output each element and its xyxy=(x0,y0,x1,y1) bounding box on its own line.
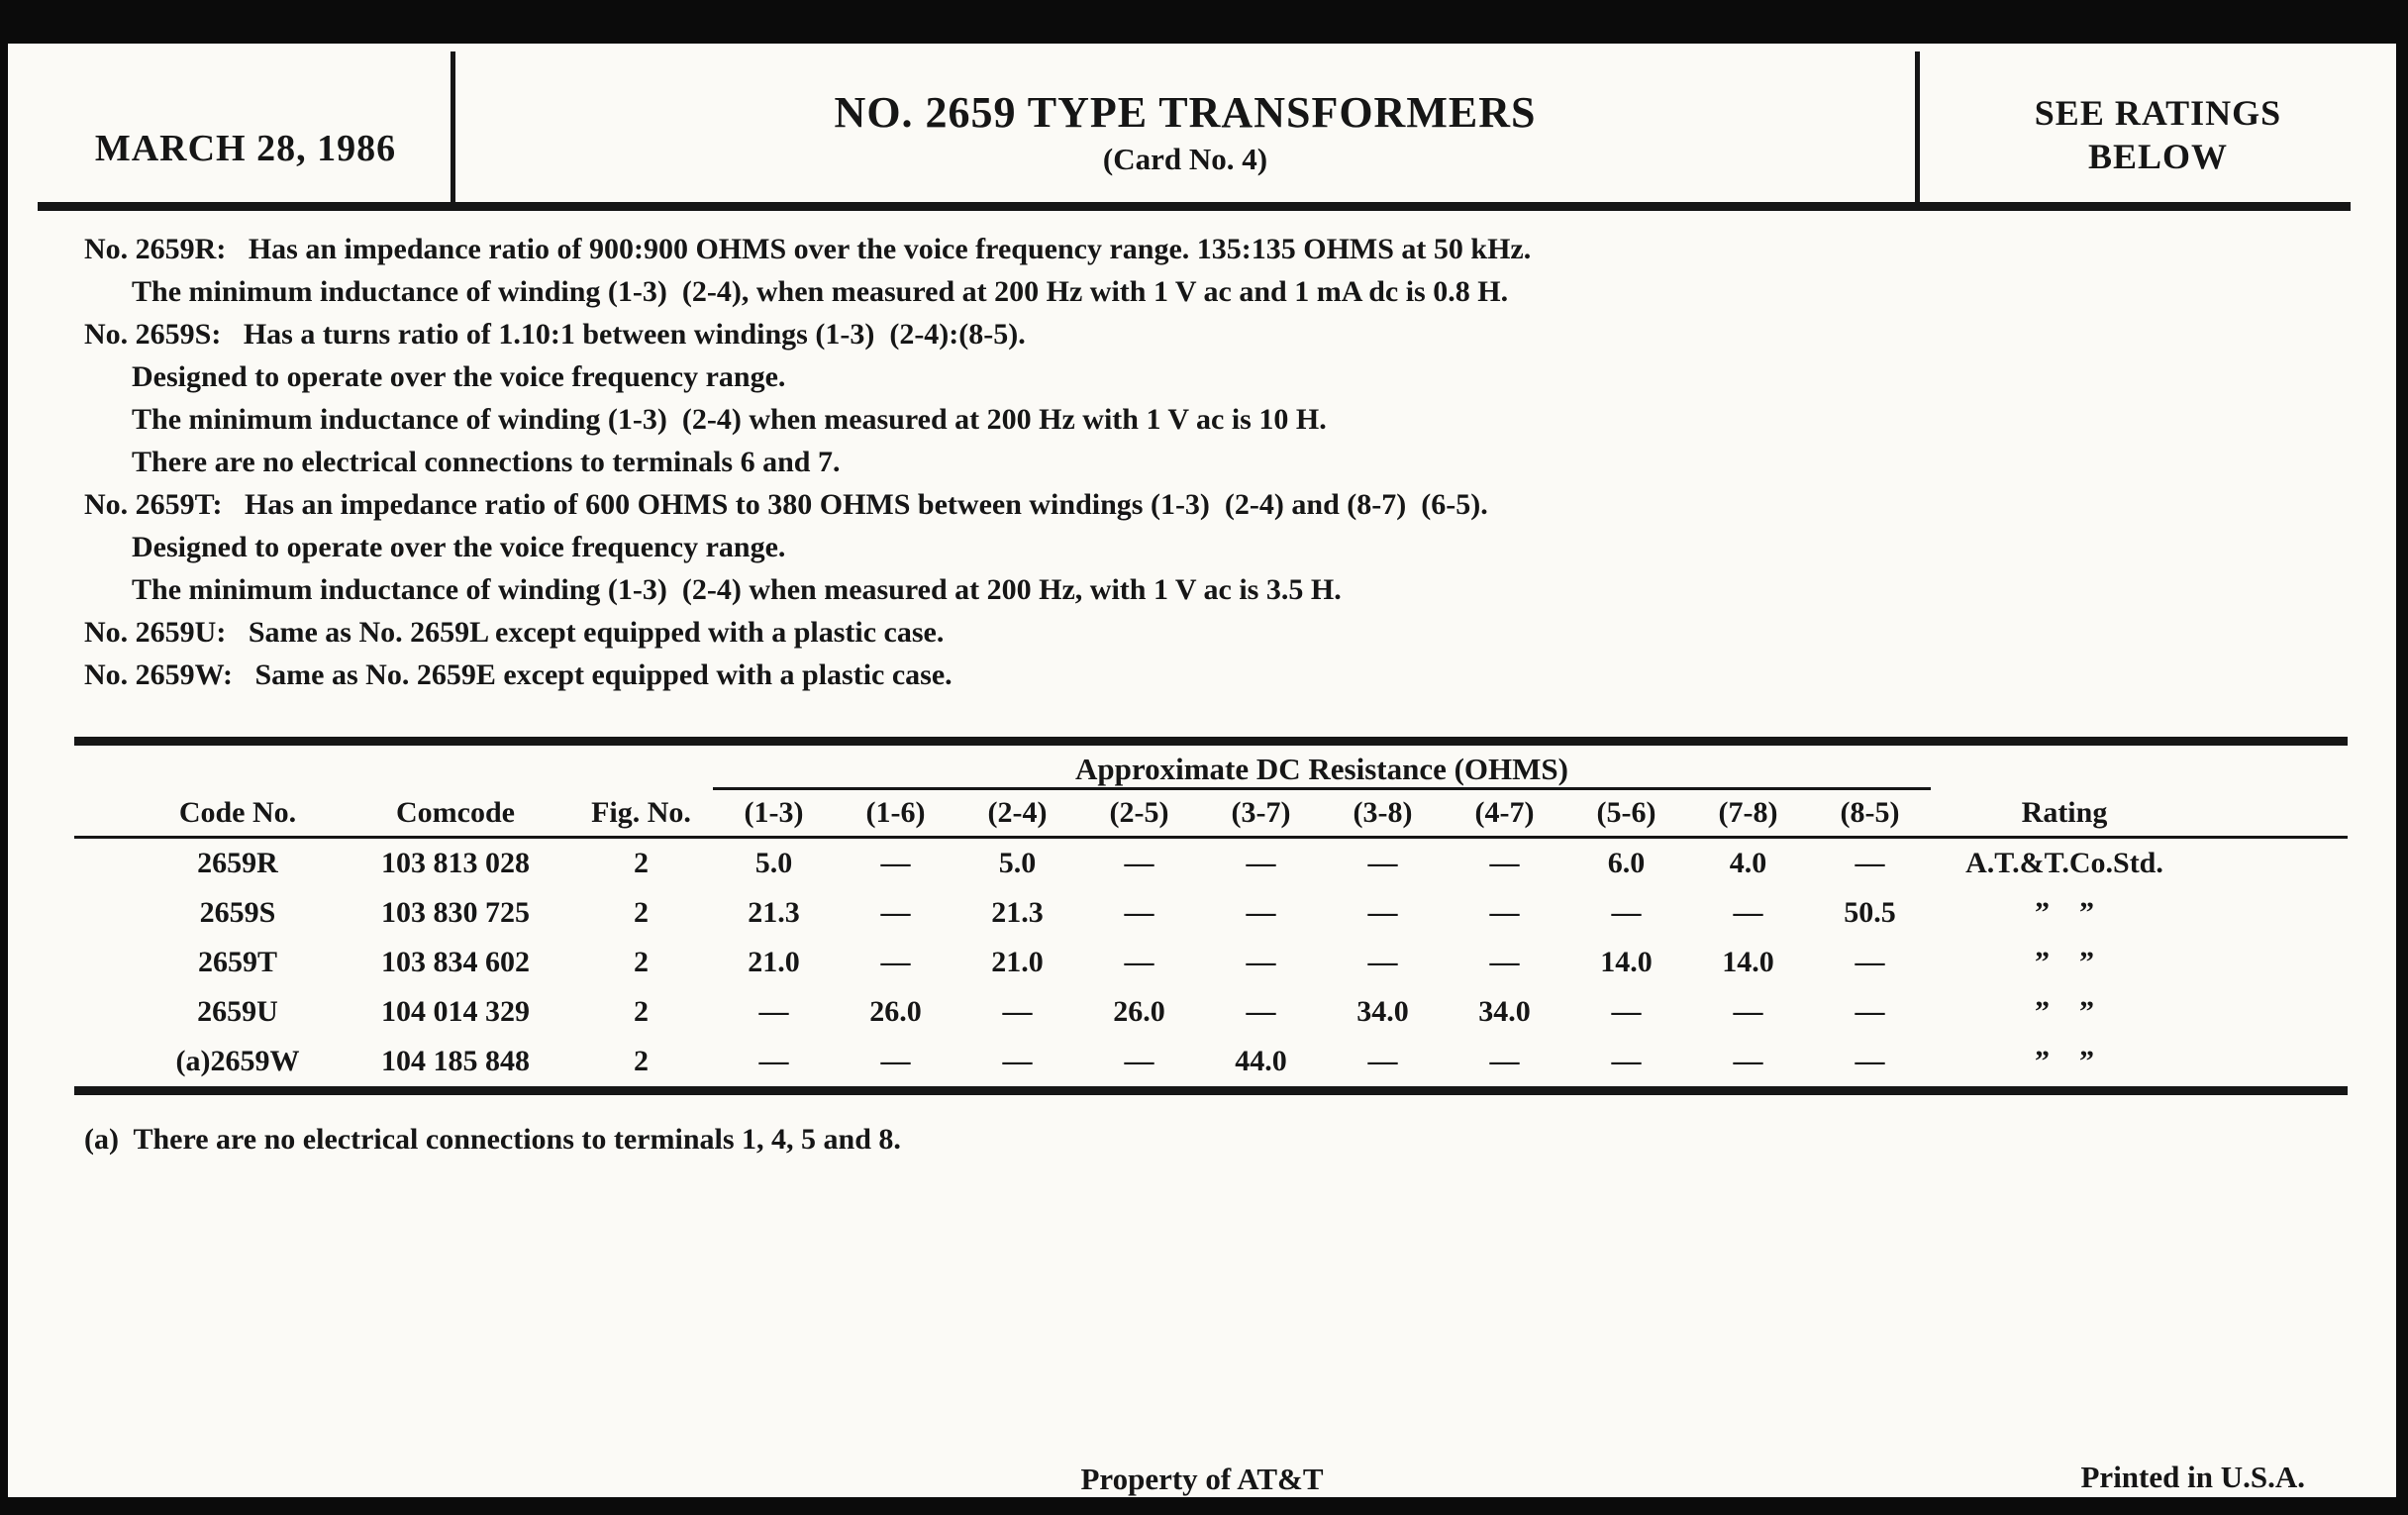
cell-value: — xyxy=(1733,896,1763,929)
cell-value: — xyxy=(758,1045,789,1077)
spec-line-2659r: No. 2659R: Has an impedance ratio of 900:900 OHMS over the voice frequency range. 135:135 OHMS at 50 kHz. xyxy=(84,233,1532,265)
cell-value: — xyxy=(1855,847,1885,879)
cell-value: — xyxy=(880,847,911,879)
cell-value: — xyxy=(1367,1045,1398,1077)
cell-rating: ” ” xyxy=(2035,1045,2094,1077)
cell-value: 5.0 xyxy=(998,847,1037,879)
spec-line: Designed to operate over the voice frequency range. xyxy=(132,360,786,393)
cell-value: — xyxy=(1124,896,1154,929)
spec-line: The minimum inductance of winding (1-3) (2-4) when measured at 200 Hz with 1 V ac is 10 H. xyxy=(132,403,1327,436)
cell-value: — xyxy=(1002,1045,1033,1077)
spec-line: Designed to operate over the voice frequency range. xyxy=(132,531,786,563)
cell-value: — xyxy=(1855,995,1885,1028)
column-header-1-6: (1-6) xyxy=(865,796,926,829)
cell-value: — xyxy=(1855,1045,1885,1077)
table-span-row xyxy=(74,746,2348,787)
cell-value: — xyxy=(1124,847,1154,879)
cell-rating: ” ” xyxy=(2035,995,2094,1028)
cell-value: — xyxy=(1002,995,1033,1028)
footer-printed-notice: Printed in U.S.A. xyxy=(2080,1460,2305,1494)
cell-value: — xyxy=(1611,1045,1642,1077)
column-header-rating: Rating xyxy=(2021,796,2108,829)
column-header-fig: Fig. No. xyxy=(591,796,691,829)
table-top-rule xyxy=(74,737,2348,746)
cell-value: — xyxy=(1367,847,1398,879)
cell-value: 14.0 xyxy=(1722,946,1774,978)
cell-value: — xyxy=(1489,1045,1520,1077)
cell-comcode: 103 830 725 xyxy=(381,896,530,929)
document-title: NO. 2659 TYPE TRANSFORMERS xyxy=(834,88,1537,137)
cell-value: — xyxy=(1246,946,1276,978)
cell-value: — xyxy=(1611,995,1642,1028)
cell-fig: 2 xyxy=(634,896,649,929)
ratings-note-line2: BELOW xyxy=(2087,137,2229,176)
spec-text-block xyxy=(84,228,2342,696)
column-header-4-7: (4-7) xyxy=(1474,796,1535,829)
table-header-row xyxy=(74,790,2348,836)
cell-code: (a)2659W xyxy=(175,1045,300,1077)
cell-code: 2659U xyxy=(197,995,278,1028)
cell-value: 44.0 xyxy=(1235,1045,1287,1077)
cell-value: 5.0 xyxy=(754,847,793,879)
column-header-2-4: (2-4) xyxy=(987,796,1048,829)
spec-line-2659t: No. 2659T: Has an impedance ratio of 600 OHMS to 380 OHMS between windings (1-3) (2-4) and (8-7) (6-5). xyxy=(84,488,1488,521)
cell-fig: 2 xyxy=(634,847,649,879)
table-row-2659t xyxy=(74,938,2348,987)
cell-rating: ” ” xyxy=(2035,896,2094,929)
cell-value: 21.0 xyxy=(748,946,800,978)
cell-value: — xyxy=(1124,1045,1154,1077)
column-header-3-7: (3-7) xyxy=(1231,796,1291,829)
cell-code: 2659S xyxy=(199,896,276,929)
document-subtitle: (Card No. 4) xyxy=(1102,142,1268,176)
cell-value: 34.0 xyxy=(1356,995,1409,1028)
cell-value: — xyxy=(1489,896,1520,929)
cell-value: — xyxy=(1733,995,1763,1028)
cell-value: 21.3 xyxy=(748,896,800,929)
cell-value: 34.0 xyxy=(1478,995,1531,1028)
cell-comcode: 104 014 329 xyxy=(381,995,530,1028)
spec-line-2659s: No. 2659S: Has a turns ratio of 1.10:1 between windings (1-3) (2-4):(8-5). xyxy=(84,318,1026,351)
cell-code: 2659T xyxy=(197,946,277,978)
cell-value: 4.0 xyxy=(1729,847,1767,879)
cell-value: — xyxy=(1489,847,1520,879)
table-row-2659w xyxy=(74,1037,2348,1086)
cell-value: — xyxy=(1124,946,1154,978)
spec-line: There are no electrical connections to terminals 6 and 7. xyxy=(132,446,841,478)
cell-value: — xyxy=(1611,896,1642,929)
cell-value: — xyxy=(1246,995,1276,1028)
cell-value: — xyxy=(880,946,911,978)
table-row-2659r xyxy=(74,839,2348,888)
cell-value: 6.0 xyxy=(1607,847,1646,879)
cell-value: 26.0 xyxy=(869,995,922,1028)
cell-value: 50.5 xyxy=(1844,896,1896,929)
column-header-5-6: (5-6) xyxy=(1596,796,1656,829)
cell-value: 14.0 xyxy=(1600,946,1653,978)
column-header-8-5: (8-5) xyxy=(1840,796,1900,829)
cell-comcode: 103 834 602 xyxy=(381,946,530,978)
cell-comcode: 103 813 028 xyxy=(381,847,530,879)
cell-value: 21.0 xyxy=(991,946,1044,978)
ratings-note-line1: SEE RATINGS xyxy=(2034,93,2282,133)
cell-fig: 2 xyxy=(634,1045,649,1077)
column-header-1-3: (1-3) xyxy=(744,796,804,829)
spec-line-2659w: No. 2659W: Same as No. 2659E except equipped with a plastic case. xyxy=(84,658,953,691)
table-row-2659s xyxy=(74,888,2348,938)
cell-value: — xyxy=(1367,896,1398,929)
cell-value: 26.0 xyxy=(1113,995,1165,1028)
cell-value: — xyxy=(880,1045,911,1077)
footer-property-notice: Property of AT&T xyxy=(1080,1462,1324,1496)
column-header-2-5: (2-5) xyxy=(1109,796,1169,829)
cell-value: — xyxy=(1489,946,1520,978)
footnote-a: (a) There are no electrical connections to terminals 1, 4, 5 and 8. xyxy=(84,1123,901,1156)
ratings-note xyxy=(1920,91,2396,178)
column-header-comcode: Comcode xyxy=(396,796,515,829)
spec-line: The minimum inductance of winding (1-3) (2-4) when measured at 200 Hz, with 1 V ac is 3.5 H. xyxy=(132,573,1342,606)
column-header-3-8: (3-8) xyxy=(1353,796,1413,829)
cell-value: — xyxy=(880,896,911,929)
cell-code: 2659R xyxy=(197,847,278,879)
document-date: MARCH 28, 1986 xyxy=(94,128,397,169)
column-header-code: Code No. xyxy=(178,796,297,829)
cell-rating: ” ” xyxy=(2035,946,2094,978)
cell-value: — xyxy=(1733,1045,1763,1077)
cell-value: — xyxy=(1246,896,1276,929)
cell-value: — xyxy=(1246,847,1276,879)
cell-value: 21.3 xyxy=(991,896,1044,929)
cell-value: — xyxy=(758,995,789,1028)
cell-rating: A.T.&T.Co.Std. xyxy=(1965,847,2163,879)
table-bottom-rule xyxy=(74,1086,2348,1095)
spec-line: The minimum inductance of winding (1-3) (2-4), when measured at 200 Hz with 1 V ac and 1 mA dc is 0.8 H. xyxy=(132,275,1509,308)
table-span-header: Approximate DC Resistance (OHMS) xyxy=(1075,752,1568,786)
table-row-2659u xyxy=(74,987,2348,1037)
header-title-block xyxy=(451,87,1920,177)
header-rule xyxy=(38,202,2351,211)
dc-resistance-table xyxy=(74,737,2348,1095)
cell-fig: 2 xyxy=(634,995,649,1028)
spec-line-2659u: No. 2659U: Same as No. 2659L except equipped with a plastic case. xyxy=(84,616,945,649)
cell-comcode: 104 185 848 xyxy=(381,1045,530,1077)
column-header-7-8: (7-8) xyxy=(1718,796,1778,829)
cell-fig: 2 xyxy=(634,946,649,978)
document-page xyxy=(8,44,2396,1497)
cell-value: — xyxy=(1367,946,1398,978)
cell-value: — xyxy=(1855,946,1885,978)
